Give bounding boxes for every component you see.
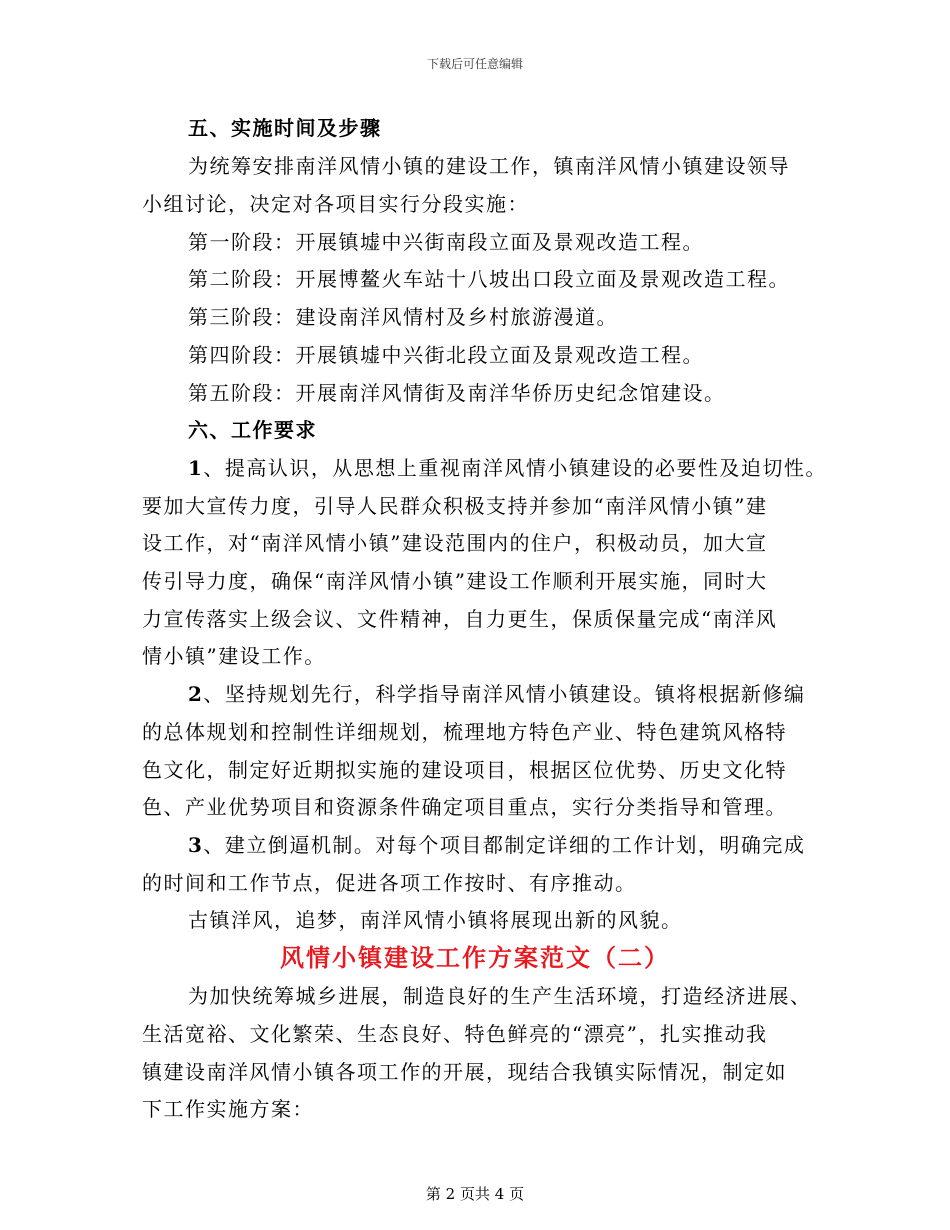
page-footer: 第 2 页共 4 页 (425, 1185, 525, 1203)
requirement-1-line: 力宣传落实上级会议、文件精神，自力更生，保质保量完成“南洋风 (142, 607, 778, 631)
section-5-heading: 五、实施时间及步骤 (188, 116, 382, 140)
requirement-1-line: 情小镇”建设工作。 (142, 644, 326, 668)
requirement-2-line: 色、产业优势项目和资源条件确定项目重点，实行分类指导和管理。 (142, 795, 787, 819)
part-2-line: 下工作实施方案： (142, 1097, 314, 1121)
requirement-text: 、提高认识，从思想上重视南洋风情小镇建设的必要性及迫切性。 (203, 456, 827, 480)
page-header: 下载后可任意编辑 (426, 57, 523, 71)
requirement-number: 1 (188, 456, 204, 480)
requirement-2-line (188, 682, 805, 706)
requirement-3-line: 的时间和工作节点，促进各项工作按时、有序推动。 (142, 871, 637, 895)
requirement-2-line: 色文化，制定好近期拟实施的建设项目，根据区位优势、历史文化特 (142, 758, 787, 782)
requirement-1-line: 设工作，对“南洋风情小镇”建设范围内的住户，积极动员，加大宣 (142, 531, 768, 555)
requirement-1-line: 传引导力度，确保“南洋风情小镇”建设工作顺利开展实施，同时大 (142, 569, 768, 593)
section-6-heading: 六、工作要求 (188, 418, 317, 442)
stage-2: 第二阶段：开展博鳌火车站十八坡出口段立面及景观改造工程。 (188, 267, 790, 291)
stage-5: 第五阶段：开展南洋风情街及南洋华侨历史纪念馆建设。 (188, 381, 726, 405)
stage-1: 第一阶段：开展镇墟中兴街南段立面及景观改造工程。 (188, 230, 704, 254)
section-5-intro-line: 小组讨论，决定对各项目实行分段实施： (142, 192, 529, 216)
part-2-title: 风情小镇建设工作方案范文（二） (280, 943, 670, 972)
requirement-1-line: 要加大宣传力度，引导人民群众积极支持并参加“南洋风情小镇”建 (142, 494, 768, 518)
stage-3: 第三阶段：建设南洋风情村及乡村旅游漫道。 (188, 305, 618, 329)
closing-line: 古镇洋风，追梦，南洋风情小镇将展现出新的风貌。 (188, 908, 683, 932)
requirement-text: 、建立倒逼机制。对每个项目都制定详细的工作计划，明确完成 (203, 833, 806, 857)
requirement-1-line (188, 456, 827, 480)
part-2-line: 为加快统筹城乡进展，制造良好的生产生活环境，打造经济进展、 (188, 984, 812, 1008)
section-5-intro-line: 为统筹安排南洋风情小镇的建设工作，镇南洋风情小镇建设领导 (188, 154, 790, 178)
requirement-3-line (188, 833, 805, 857)
requirement-number: 3 (188, 833, 204, 857)
requirement-text: 、坚持规划先行，科学指导南洋风情小镇建设。镇将根据新修编 (203, 682, 806, 706)
requirement-number: 2 (188, 682, 204, 706)
part-2-line: 生活宽裕、文化繁荣、生态良好、特色鲜亮的“漂亮”，扎实推动我 (142, 1022, 768, 1046)
requirement-2-line: 的总体规划和控制性详细规划，梳理地方特色产业、特色建筑风格特 (142, 720, 787, 744)
stage-4: 第四阶段：开展镇墟中兴街北段立面及景观改造工程。 (188, 343, 704, 367)
part-2-line: 镇建设南洋风情小镇各项工作的开展，现结合我镇实际情况，制定如 (142, 1060, 787, 1084)
